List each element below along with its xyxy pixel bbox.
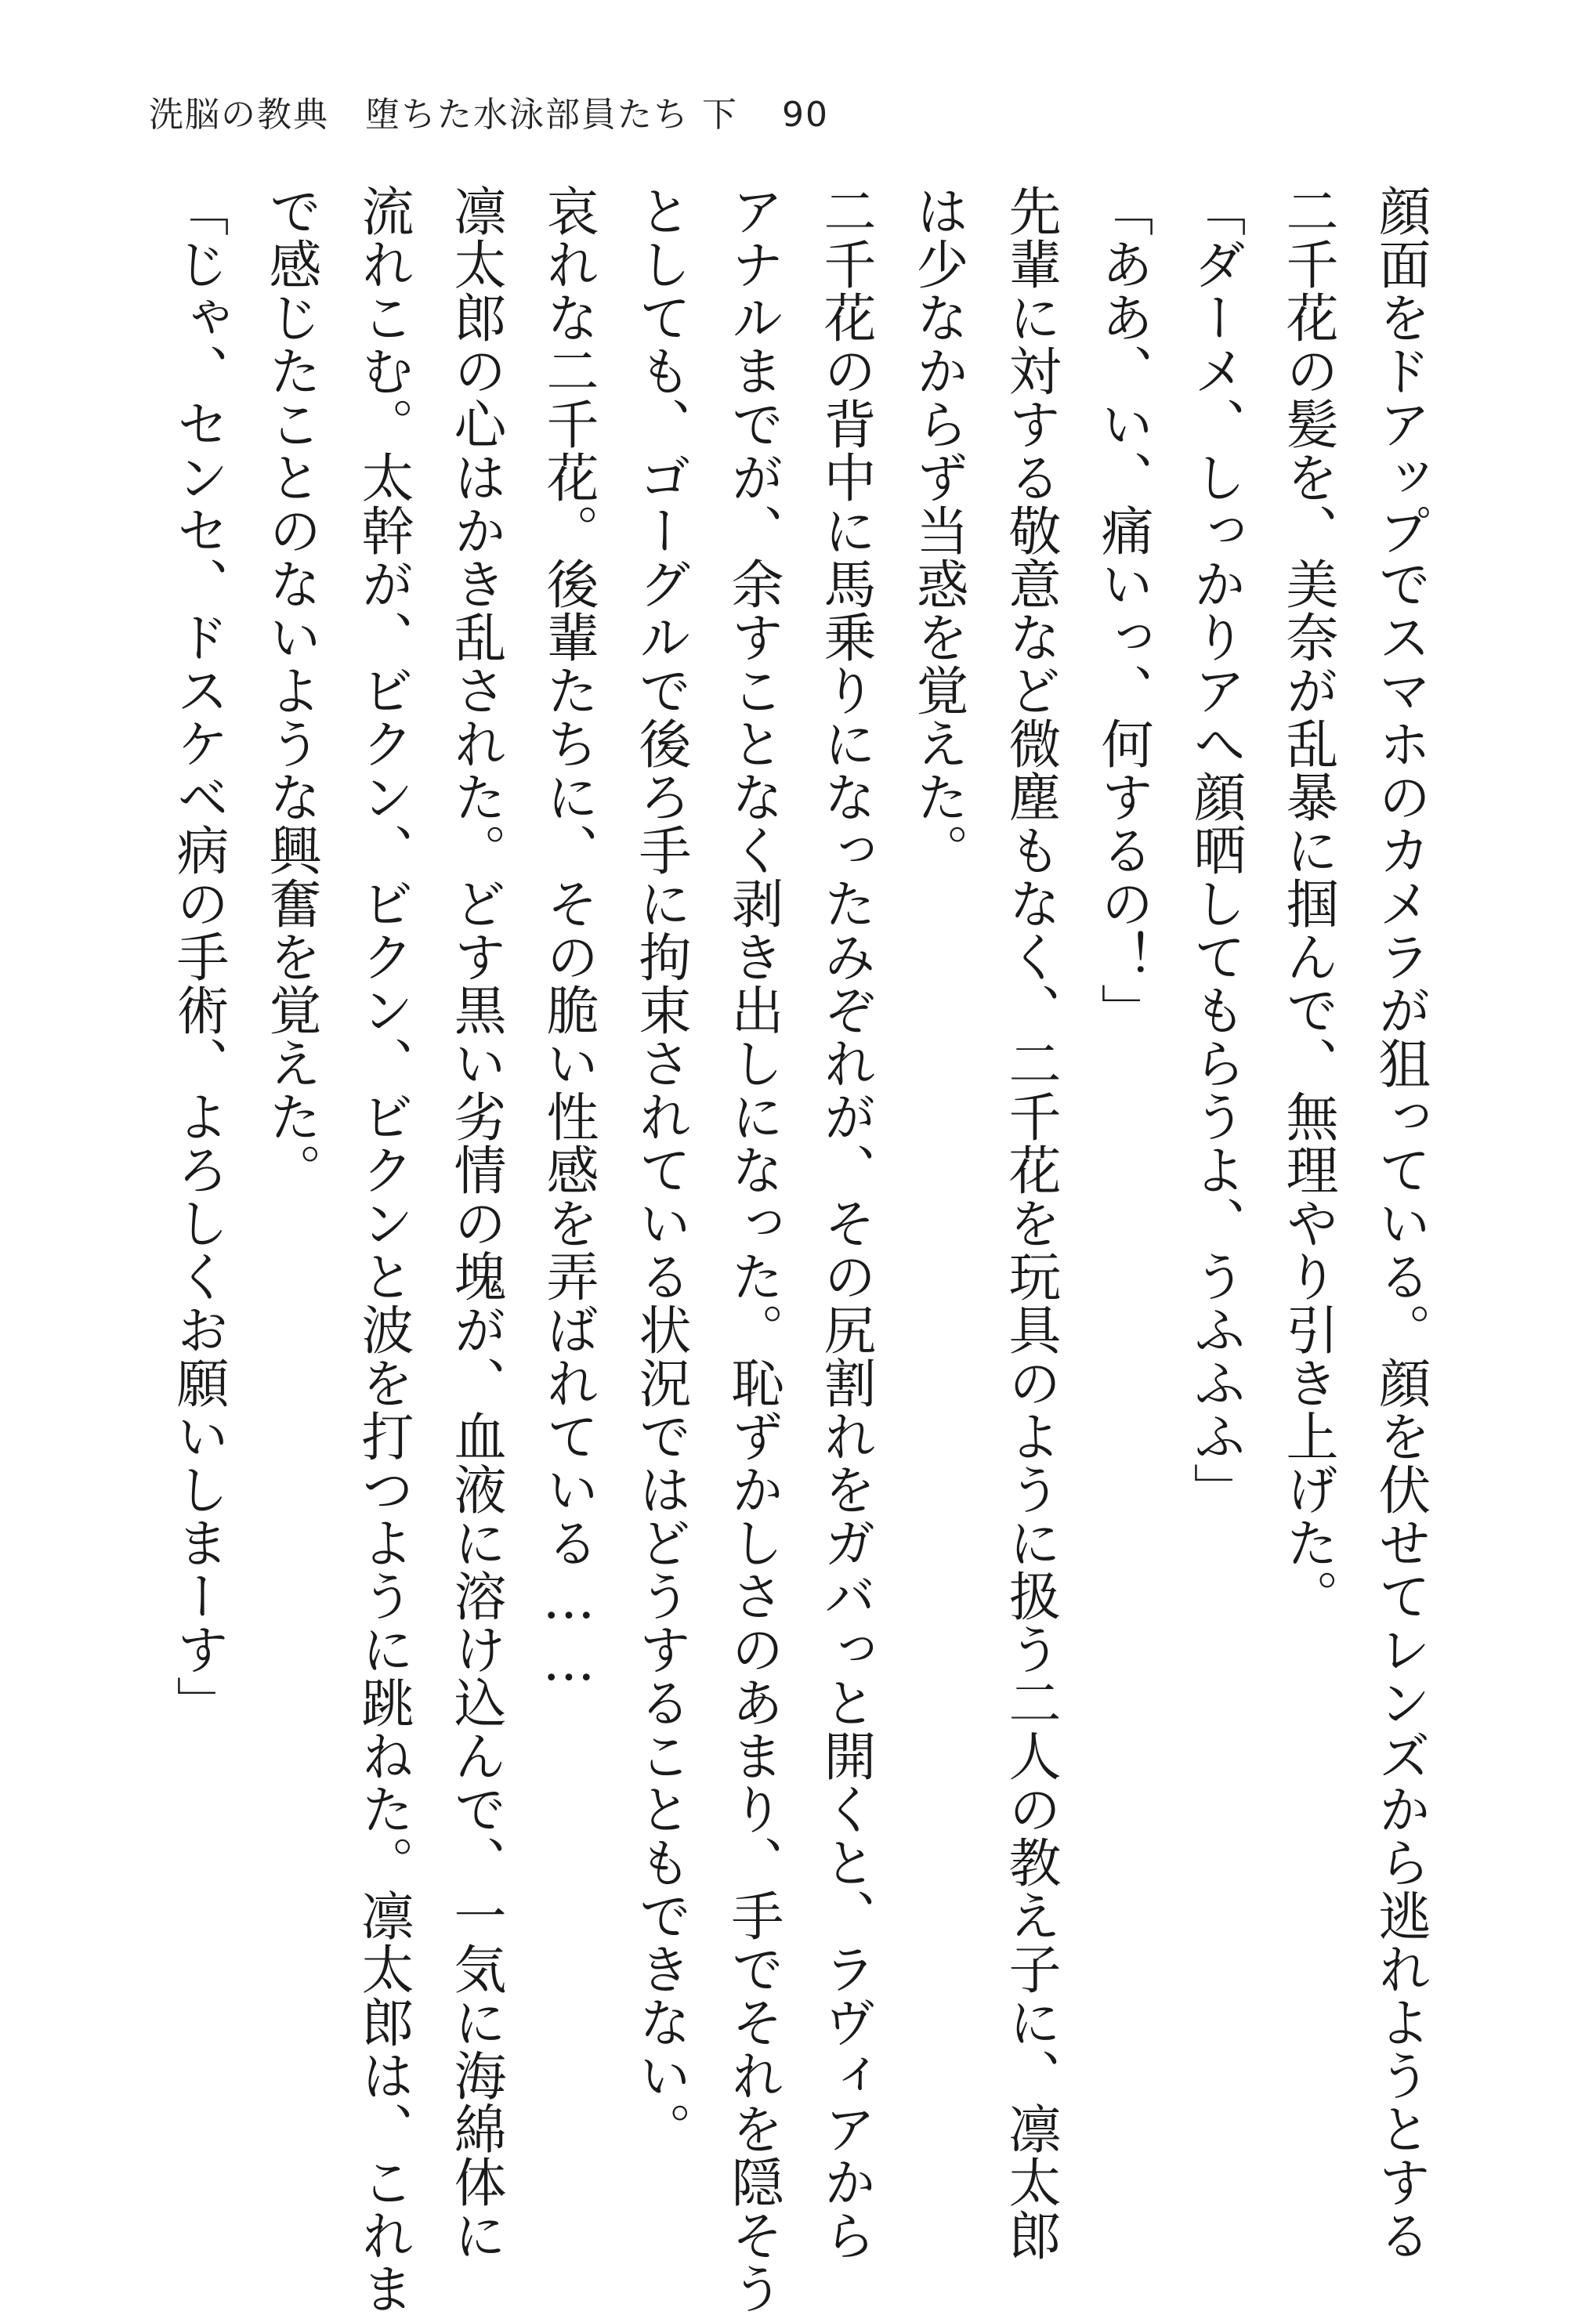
text-line: 二千花の髪を、美奈が乱暴に掴んで、無理やり引き上げた。 xyxy=(1278,184,1339,1622)
text-line: 「ダーメ、しっかりアへ顔晒してもらうよ、うふふふ」 xyxy=(1185,184,1247,1516)
page-number: 90 xyxy=(782,95,829,135)
text-line: 二千花の背中に馬乗りになったみぞれが、その尻割れをガバっと開くと、ラヴィアから xyxy=(816,184,877,2262)
text-line: 「ああ、い、痛いっ、何するの！」 xyxy=(1093,184,1154,1036)
body-text xyxy=(153,184,1447,2315)
text-line: 「じゃ、センセ、ドスケベ病の手術、よろしくお願いしまーす」 xyxy=(168,184,230,1729)
text-line: 流れこむ。太幹が、ビクン、ビクン、ビクンと波を打つように跳ねた。凛太郎は、これま xyxy=(353,184,414,2315)
running-header xyxy=(149,86,829,136)
book-title: 洗脳の教典 堕ちた水泳部員たち 下 xyxy=(149,95,738,135)
text-line: 先輩に対する敬意など微塵もなく、二千花を玩具のように扱う二人の教え子に、凛太郎 xyxy=(1001,184,1062,2262)
text-line: 哀れな二千花。後輩たちに、その脆い性感を弄ばれている…… xyxy=(538,184,599,1693)
text-line: で感じたことのないような興奮を覚えた。 xyxy=(261,184,322,1196)
text-line: アナルまでが、余すことなく剥き出しになった。恥ずかしさのあまり、手でそれを隠そう xyxy=(723,184,784,2315)
text-line: 凛太郎の心はかき乱された。どす黒い劣情の塊が、血液に溶け込んで、一気に海綿体に xyxy=(446,184,507,2262)
text-line: としても、ゴーグルで後ろ手に拘束されている状況ではどうすることもできない。 xyxy=(631,184,692,2155)
text-line: は少なからず当惑を覚えた。 xyxy=(908,184,969,877)
text-line: 顔面をドアップでスマホのカメラが狙っている。顔を伏せてレンズから逃れようとする xyxy=(1370,184,1431,2262)
